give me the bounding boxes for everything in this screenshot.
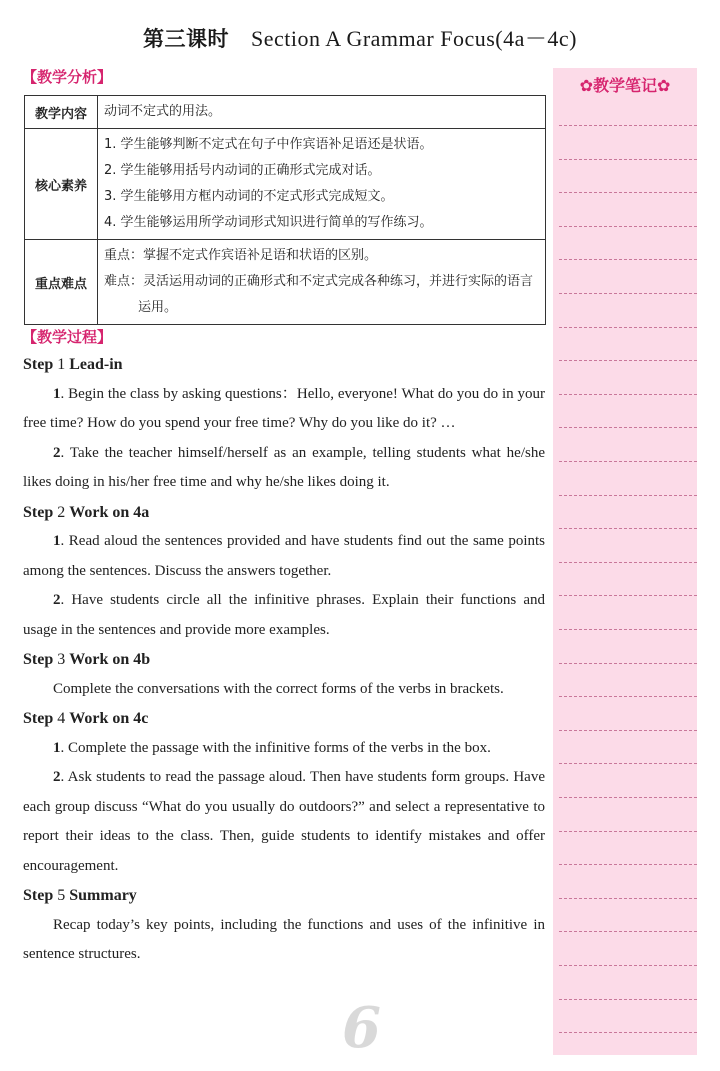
para-text: . Complete the passage with the infinitive forms of the verbs in the box. [60, 739, 491, 756]
row-content [98, 96, 546, 129]
page-title [0, 22, 720, 53]
para-text: . Take the teacher himself/herself as an example, telling students what he/she likes doing in his/her free time and why he/she likes doing it. [23, 444, 545, 490]
notes-ruling-line [559, 495, 697, 496]
step-heading [23, 881, 545, 911]
notes-ruling-line [559, 293, 697, 294]
step-heading [23, 498, 545, 528]
notes-heading: ✿教学笔记✿ [579, 76, 671, 95]
notes-ruling-line [559, 394, 697, 395]
notes-ruling-line [559, 629, 697, 630]
step-paragraph [23, 439, 545, 498]
notes-ruling-line [559, 360, 697, 361]
page-number: 6 [342, 995, 381, 1061]
step-heading [23, 350, 545, 380]
notes-ruling-line [559, 595, 697, 596]
notes-ruling-line [559, 192, 697, 193]
step-number: 1 [57, 356, 66, 373]
step-paragraph [23, 734, 545, 764]
step-name: Work on 4b [69, 651, 151, 668]
step-paragraph [23, 763, 545, 881]
para-text: Complete the conversations with the correct forms of the verbs in brackets. [53, 680, 504, 697]
para-text: Recap today’s key points, including the functions and uses of the infinitive in sentence structures. [23, 916, 545, 962]
step-paragraph [23, 911, 545, 970]
step-name: Work on 4c [69, 710, 149, 727]
notes-ruling-line [559, 663, 697, 664]
notes-ruling-line [559, 427, 697, 428]
step-number: 4 [57, 710, 66, 727]
table-row [25, 240, 546, 325]
row-content [98, 240, 546, 325]
step-word: Step [23, 503, 54, 521]
notes-ruling-line [559, 1032, 697, 1033]
notes-ruling-line [559, 125, 697, 126]
notes-ruling-line [559, 562, 697, 563]
para-number: 1 [53, 385, 61, 402]
notes-ruling-line [559, 763, 697, 764]
notes-ruling-line [559, 730, 697, 731]
notes-ruling-line [559, 226, 697, 227]
para-number: 2 [53, 444, 61, 461]
content-line: 4. 学生能够运用所学动词形式知识进行简单的写作练习。 [104, 215, 433, 230]
para-number: 2 [53, 592, 61, 608]
step-name: Work on 4a [69, 503, 150, 521]
process-body [23, 350, 545, 970]
para-number: 1 [53, 739, 61, 756]
para-text: . Ask students to read the passage aloud. Then have students form groups. Have each group discuss “What do you usually do outdoors?” and select a representative to report their ideas to the class. Then, guide students to identify mistakes and offer encouragement. [23, 769, 545, 874]
para-number: 1 [53, 533, 61, 549]
notes-ruling-line [559, 965, 697, 966]
para-text: . Read aloud the sentences provided and have students find out the same points among the sentences. Discuss the answers together. [23, 533, 545, 579]
row-label: 重点难点 [25, 240, 98, 325]
notes-ruling-line [559, 327, 697, 328]
step-heading [23, 645, 545, 675]
table-row [25, 129, 546, 240]
notes-ruling-line [559, 461, 697, 462]
row-label: 教学内容 [25, 96, 98, 129]
notes-ruling-line [559, 696, 697, 697]
para-number: 2 [53, 769, 61, 785]
table-row [25, 96, 546, 129]
step-word: Step [23, 887, 54, 904]
notes-ruling-line [559, 159, 697, 160]
content-line: 1. 学生能够判断不定式在句子中作宾语补足语还是状语。 [104, 137, 433, 152]
row-label: 核心素养 [25, 129, 98, 240]
content-line: 动词不定式的用法。 [104, 104, 222, 119]
step-paragraph [23, 380, 545, 439]
notes-ruling-line [559, 999, 697, 1000]
notes-ruling-line [559, 528, 697, 529]
notes-ruling-line [559, 831, 697, 832]
step-word: Step [23, 651, 54, 668]
step-name: Lead-in [69, 356, 123, 373]
notes-ruling-line [559, 259, 697, 260]
step-paragraph [23, 527, 545, 586]
step-word: Step [23, 710, 54, 727]
notes-ruling-line [559, 898, 697, 899]
row-content [98, 129, 546, 240]
para-text: . Begin the class by asking questions：Hello, everyone! What do you do in your free time? How do you spend your free time? Why do you like do it? … [23, 385, 545, 431]
teaching-notes-panel [553, 68, 697, 1055]
notes-ruling-line [559, 797, 697, 798]
notes-ruling-line [559, 931, 697, 932]
lesson-section: Section A Grammar Focus(4a－4c) [251, 26, 577, 51]
step-number: 2 [57, 503, 66, 521]
para-text: . Have students circle all the infinitive phrases. Explain their functions and usage in the sentences and provide more examples. [23, 592, 545, 638]
analysis-heading: 【教学分析】 [22, 68, 113, 86]
step-name: Summary [69, 887, 137, 904]
process-heading: 【教学过程】 [22, 328, 113, 346]
step-paragraph [23, 586, 545, 645]
analysis-table [24, 95, 546, 325]
step-word: Step [23, 356, 54, 373]
notes-ruling-line [559, 864, 697, 865]
content-line: 2. 学生能够用括号内动词的正确形式完成对话。 [104, 163, 381, 178]
content-line: 重点：掌握不定式作宾语补足语和状语的区别。 [104, 248, 378, 263]
content-line: 3. 学生能够用方框内动词的不定式形式完成短文。 [104, 189, 394, 204]
step-number: 3 [57, 651, 66, 668]
step-heading [23, 704, 545, 734]
lesson-number: 第三课时 [143, 27, 229, 51]
content-line: 难点：灵活运用动词的正确形式和不定式完成各种练习，并进行实际的语言运用。 [104, 274, 534, 315]
step-paragraph [23, 675, 545, 705]
step-number: 5 [57, 887, 66, 904]
